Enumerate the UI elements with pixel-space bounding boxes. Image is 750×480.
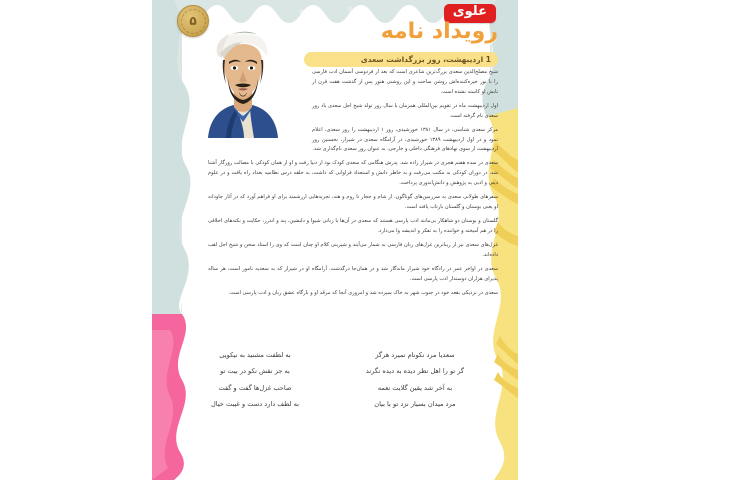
poem-line: به آخر شد یقین گلایت نغمه [377, 383, 453, 392]
article-paragraph: سفرهای طولانی سعدی به سرزمین‌های گوناگون، از شام و حجاز تا روم و هند، تجربه‌هایی ارزشمند برای او فراهم آورد که در آثار جاودانه او یعنی بوستان و گلستان بازتاب یافته است. [208, 194, 498, 211]
section-heading-label: 1 اردیبهشت، روز بزرگداشت سعدی [360, 54, 491, 64]
poem-line: به لطف دارد دست و غیبت خیال [211, 399, 299, 408]
magazine-page [152, 0, 518, 480]
article-paragraph: شیخ مصلح‌الدین سعدی بزرگ‌ترین شاعری است که بعد از فردوسی آسمان ادب فارسی را با نور خیره‌کننده‌اش روشن ساخت و این روشنی هنوز پس از گذشت هفت قرن از تابش او کاسته نشده است. [312, 69, 498, 95]
brand-badge-label: علوی [452, 4, 487, 19]
article-paragraph: سعدی در اواخر عمر در زادگاه خود شیراز ماندگار شد و در همان‌جا درگذشت. آرامگاه او در شیراز که به سعدیه نامور است، هر ساله پذیرای هزاران دوستدار ادب پارسی است. [208, 265, 498, 282]
poem-line: گر تو را اهل نظر دیده به دیده نگرند [365, 367, 465, 376]
poem-line: به لطفت مشنید به نیکویی [219, 351, 291, 359]
poem-block [180, 352, 490, 408]
article-paragraph: اول اردیبهشت ماه در تقویم بین‌المللی همزمان با سال روز تولد شیخ اجل سعدی یاد روز سعدی نام گرفته است. [312, 102, 498, 119]
portrait-caption [517, 0, 518, 1]
poem-title [517, 0, 518, 1]
section-heading [304, 52, 498, 67]
article-body [208, 68, 498, 302]
poem-column-right [340, 352, 490, 408]
article-paragraph: غزل‌های سعدی نیز از زیباترین غزل‌های زبان فارسی به شمار می‌آیند و شیرینی کلام او چنان است که وی را استاد سخن و شیخ اجل لقب داده‌اند. [208, 241, 498, 258]
portrait-text-wrap-spacer [208, 68, 312, 146]
poem-line: سعدیا مرد نکونام نمیرد هرگز [375, 351, 455, 359]
masthead-title: رویداد نامه [380, 19, 498, 44]
page-number-value: ۵ [189, 14, 197, 28]
poem-line: مرد میدان بسیار نزد تو با بیان [374, 399, 456, 408]
poem-column-left [180, 352, 330, 408]
article-paragraph: مرکز سعدی شناسی، در سال ۱۳۸۱ خورشیدی، روز ۱ اردیبهشت را روز سعدی، اعلام نمود و در اول اردیبهشت ۱۳۸۹ خورشیدی، در آرامگاه سعدی در شیراز، نخستین روز اردیبهشت از سوی نهادهای فرهنگی داخلی و خارجی، به عنوان روز سعدی نام‌گذاری شد. [312, 126, 498, 153]
poem-line: به جز نقش نکو در بیت تو [220, 367, 290, 376]
article-paragraph: سعدی در سده هفتم هجری در شیراز زاده شد. پدرش هنگامی که سعدی کودک بود از دنیا رفت و او از همان کودکی با مصائب روزگار آشنا شد. در دوران کودکی به مکتب می‌رفت و به خاطر دانش و استعداد فراوانی که داشت، به حلقه درس نظامیه بغداد راه یافت و در علوم دینی و ادبی به پژوهش و دانش‌اندوزی پرداخت. [208, 160, 498, 187]
article-paragraph: گلستان و بوستان دو شاهکار بی‌مانند ادب پارسی هستند که سعدی در آن‌ها با زبانی شیوا و دلنشین، پند و اندرز، حکایت و نکته‌های اخلاقی را در هم آمیخته و خواننده را به تفکر و اندیشه وا می‌دارد. [208, 217, 498, 234]
article-paragraph: سعدی در نزدیکی بقعه خود در جنوب شهر به خاک سپرده شد و امروزی آنجا که مرقد او و بارگاه عشق زبان و ادب پارسی است. [228, 289, 498, 296]
poem-line: صاحب غزل‌ها گفت و گفت [218, 383, 292, 392]
page-content [152, 0, 518, 480]
